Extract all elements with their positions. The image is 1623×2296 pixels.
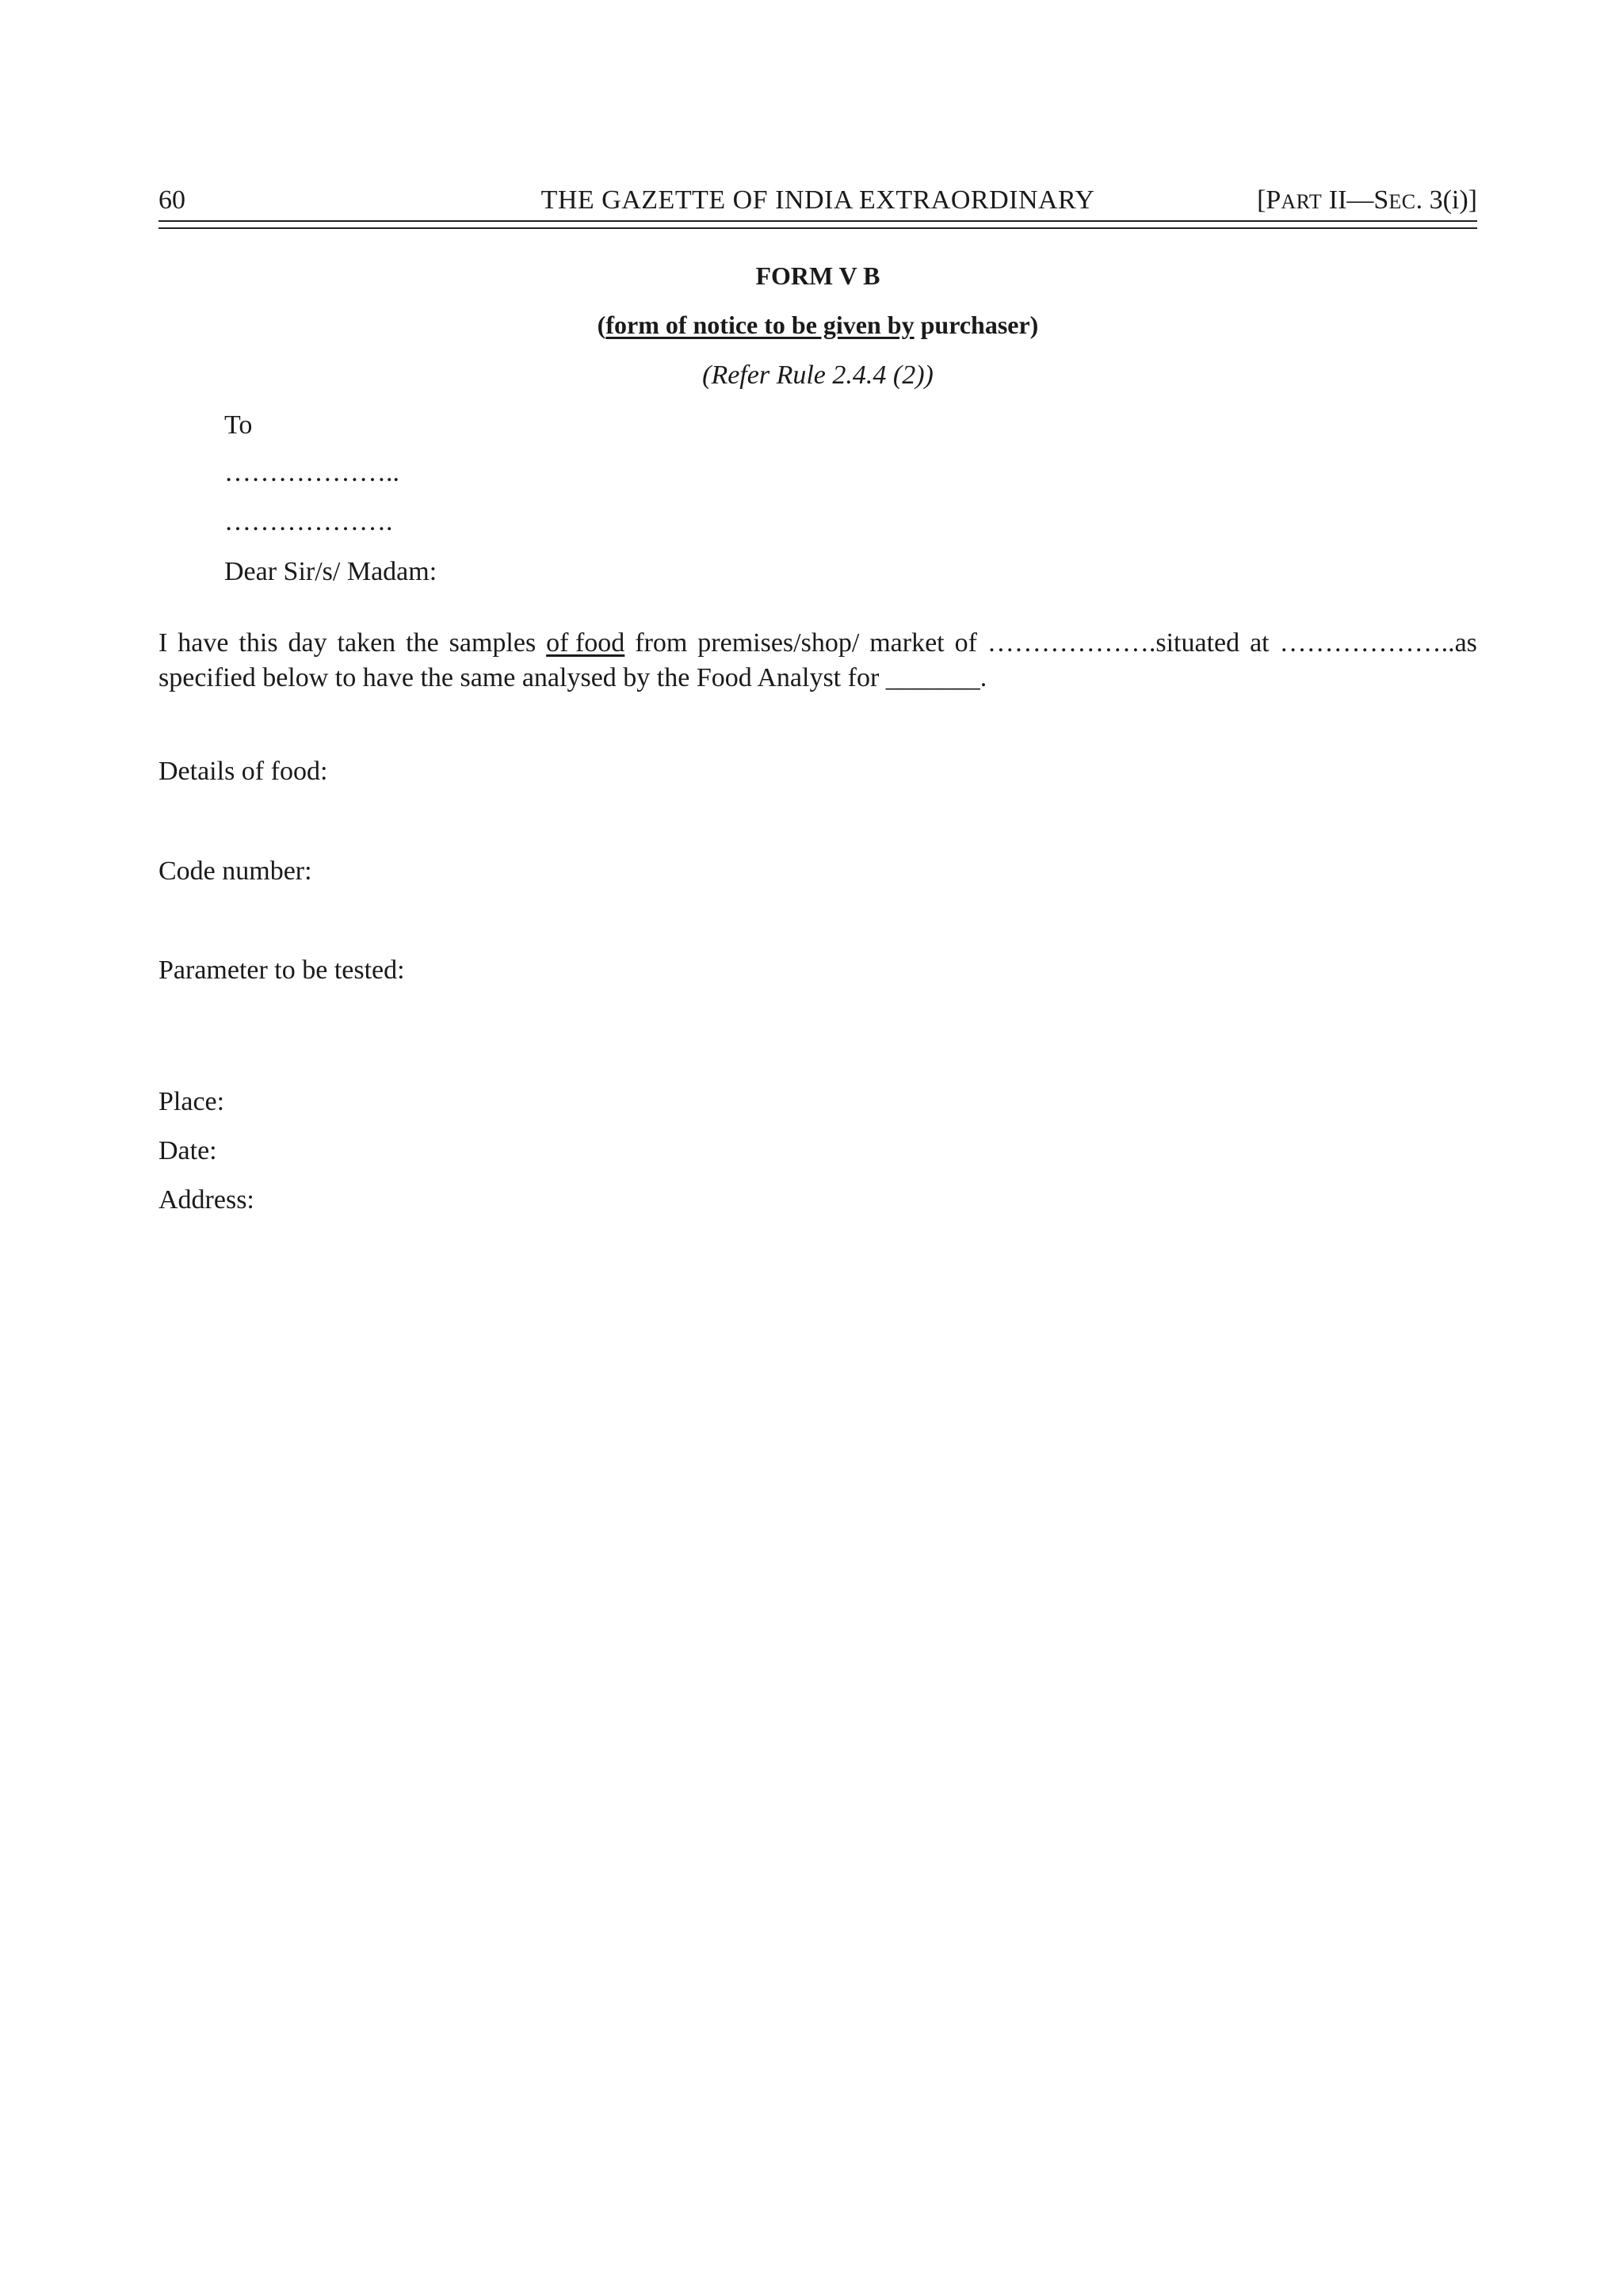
header-rule-bottom	[158, 227, 1477, 229]
form-subtitle-underlined: form of notice to be given by	[605, 311, 915, 339]
form-subtitle: (form of notice to be given by purchaser)	[597, 311, 1039, 339]
field-address: Address:	[158, 1185, 254, 1215]
addressee-to: To	[224, 410, 253, 440]
field-code-number: Code number:	[158, 856, 312, 886]
field-details-of-food: Details of food:	[158, 757, 328, 786]
field-date: Date:	[158, 1136, 217, 1165]
form-title: FORM V B	[755, 261, 880, 290]
addressee-dots-line-2: ……………….	[224, 507, 393, 536]
header-rule-top	[158, 220, 1477, 222]
page-header	[158, 181, 1477, 219]
notice-line-1: I have this day taken the samples of food from premises/shop/ market of ……………….situated at ………………..as	[158, 626, 1477, 661]
field-parameter-to-be-tested: Parameter to be tested:	[158, 955, 405, 985]
page-number: 60	[158, 185, 185, 215]
gazette-title: THE GAZETTE OF INDIA EXTRAORDINARY	[540, 185, 1095, 215]
form-reference: (Refer Rule 2.4.4 (2))	[702, 360, 934, 390]
field-place: Place:	[158, 1087, 225, 1116]
addressee-dots-line-1: ………………..	[224, 458, 399, 487]
notice-paragraph	[158, 626, 1477, 696]
salutation: Dear Sir/s/ Madam:	[224, 557, 437, 586]
of-food-underlined: of food	[546, 628, 625, 658]
notice-line-2: specified below to have the same analysed by the Food Analyst for _______.	[158, 663, 987, 692]
part-section-label: [PART II—SEC. 3(i)]	[1257, 185, 1477, 215]
